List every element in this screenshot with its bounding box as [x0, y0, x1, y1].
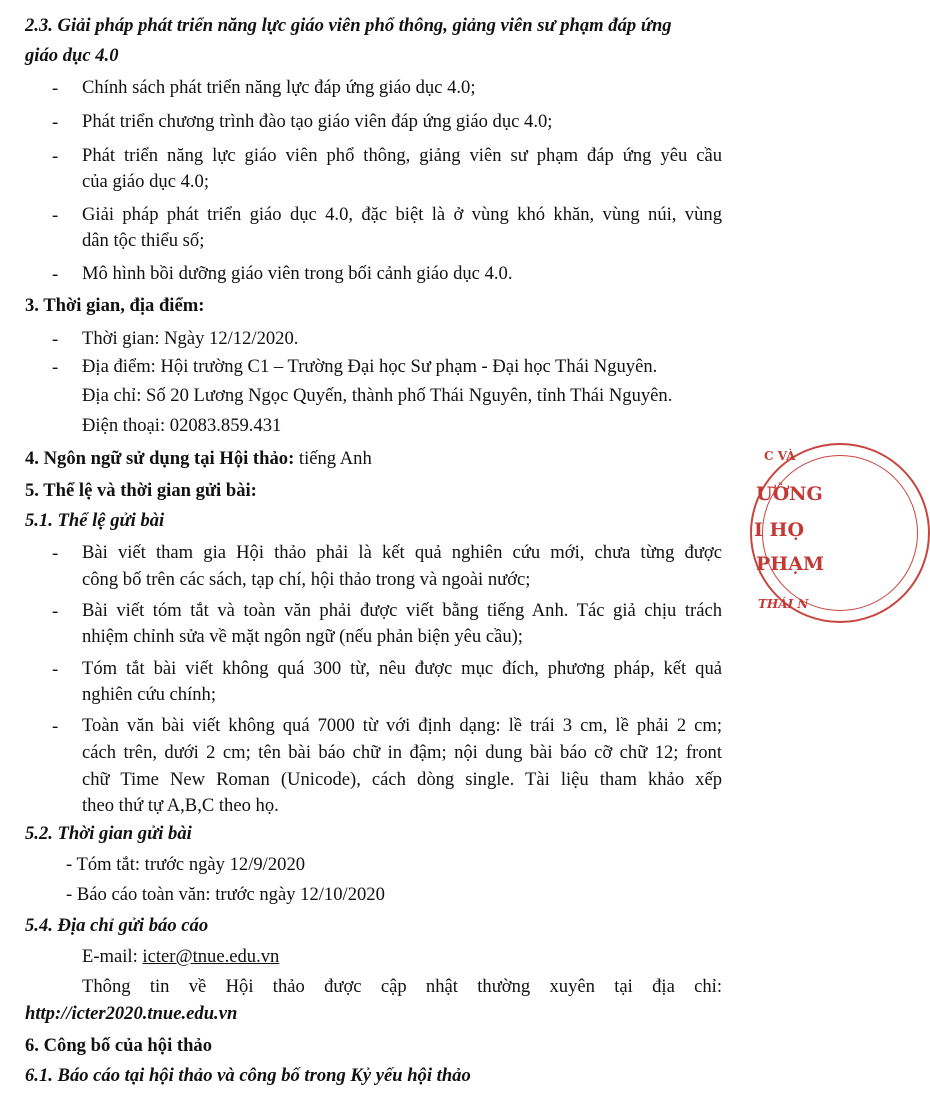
bullet-dash: -: [52, 601, 59, 622]
website-url[interactable]: http://icter2020.tnue.edu.vn: [25, 1003, 238, 1024]
email-line: [82, 948, 279, 967]
info-text: Thông tin về Hội thảo được cập nhật thường xuyên tại địa chỉ:: [82, 976, 722, 997]
bullet-dash: -: [52, 659, 59, 680]
section-2-3-heading-line1: 2.3. Giải pháp phát triển năng lực giáo viên phổ thông, giảng viên sư phạm đáp ứng: [25, 15, 672, 36]
event-phone: Điện thoại: 02083.859.431: [82, 415, 282, 436]
list-item: Bài viết tham gia Hội thảo phải là kết quả nghiên cứu mới, chưa từng được: [82, 542, 722, 563]
list-item: Mô hình bồi dưỡng giáo viên trong bối cảnh giáo dục 4.0.: [82, 263, 513, 284]
language-value: tiếng Anh: [294, 448, 372, 469]
list-item-continuation: cách trên, dưới 2 cm; tên bài báo chữ in đậm; nội dung bài báo cỡ chữ 12; front: [82, 742, 722, 763]
seal-text: C VÀ: [764, 449, 796, 463]
section-2-3-heading-line2: giáo dục 4.0: [25, 45, 119, 66]
bullet-dash: -: [52, 205, 59, 226]
section-4-heading: 4. Ngôn ngữ sử dụng tại Hội thảo:: [25, 448, 295, 469]
bullet-dash: -: [52, 146, 59, 167]
list-item-continuation: theo thứ tự A,B,C theo họ.: [82, 795, 279, 816]
section-5-heading: 5. Thể lệ và thời gian gửi bài:: [25, 480, 257, 501]
list-item-continuation: dân tộc thiểu số;: [82, 230, 205, 251]
bullet-dash: -: [52, 78, 59, 99]
seal-text: I HỌ: [754, 519, 805, 541]
seal-text: PHẠM: [756, 553, 825, 575]
section-5-1-heading: 5.1. Thể lệ gửi bài: [25, 510, 165, 531]
section-5-2-heading: 5.2. Thời gian gửi bài: [25, 823, 192, 844]
list-item-continuation: chữ Time New Roman (Unicode), cách dòng single. Tài liệu tham khảo xếp: [82, 769, 722, 790]
list-item: Giải pháp phát triển giáo dục 4.0, đặc biệt là ở vùng khó khăn, vùng núi, vùng: [82, 204, 722, 225]
list-item: Chính sách phát triển năng lực đáp ứng giáo dục 4.0;: [82, 77, 476, 98]
list-item: Toàn văn bài viết không quá 7000 từ với định dạng: lề trái 3 cm, lề phải 2 cm;: [82, 715, 722, 736]
email-label: E-mail:: [82, 946, 143, 967]
list-item-continuation: của giáo dục 4.0;: [82, 171, 210, 192]
list-item-continuation: nghiên cứu chính;: [82, 684, 217, 705]
bullet-dash: -: [52, 329, 59, 350]
list-item: Bài viết tóm tắt và toàn văn phải được viết bằng tiếng Anh. Tác giả chịu trách: [82, 600, 722, 621]
list-item: Phát triển năng lực giáo viên phổ thông, giảng viên sư phạm đáp ứng yêu cầu: [82, 145, 722, 166]
seal-text: THÁI N: [758, 597, 809, 611]
section-4-line: [25, 450, 372, 469]
event-address: Địa chỉ: Số 20 Lương Ngọc Quyến, thành phố Thái Nguyên, tỉnh Thái Nguyên.: [82, 385, 673, 406]
deadline-fulltext: - Báo cáo toàn văn: trước ngày 12/10/2020: [66, 884, 385, 905]
bullet-dash: -: [52, 543, 59, 564]
section-3-heading: 3. Thời gian, địa điểm:: [25, 295, 205, 316]
seal-stamp: [732, 435, 825, 635]
deadline-abstract: - Tóm tắt: trước ngày 12/9/2020: [66, 854, 306, 875]
list-item: Phát triển chương trình đào tạo giáo viên đáp ứng giáo dục 4.0;: [82, 111, 553, 132]
list-item: Tóm tắt bài viết không quá 300 từ, nêu được mục đích, phương pháp, kết quả: [82, 658, 722, 679]
event-place: Địa điểm: Hội trường C1 – Trường Đại học Sư phạm - Đại học Thái Nguyên.: [82, 356, 658, 377]
email-link[interactable]: icter@tnue.edu.vn: [142, 946, 280, 967]
seal-text: ƯỜNG: [756, 483, 823, 505]
section-6-1-heading: 6.1. Báo cáo tại hội thảo và công bố trong Kỷ yếu hội thảo: [25, 1065, 471, 1086]
bullet-dash: -: [52, 716, 59, 737]
list-item-continuation: nhiệm chỉnh sửa về mặt ngôn ngữ (nếu phản biện yêu cầu);: [82, 626, 523, 647]
bullet-dash: -: [52, 357, 59, 378]
bullet-dash: -: [52, 112, 59, 133]
bullet-dash: -: [52, 264, 59, 285]
list-item-continuation: công bố trên các sách, tạp chí, hội thảo trong và ngoài nước;: [82, 569, 531, 590]
section-5-4-heading: 5.4. Địa chỉ gửi báo cáo: [25, 915, 209, 936]
section-6-heading: 6. Công bố của hội thảo: [25, 1035, 213, 1056]
event-time: Thời gian: Ngày 12/12/2020.: [82, 328, 299, 349]
